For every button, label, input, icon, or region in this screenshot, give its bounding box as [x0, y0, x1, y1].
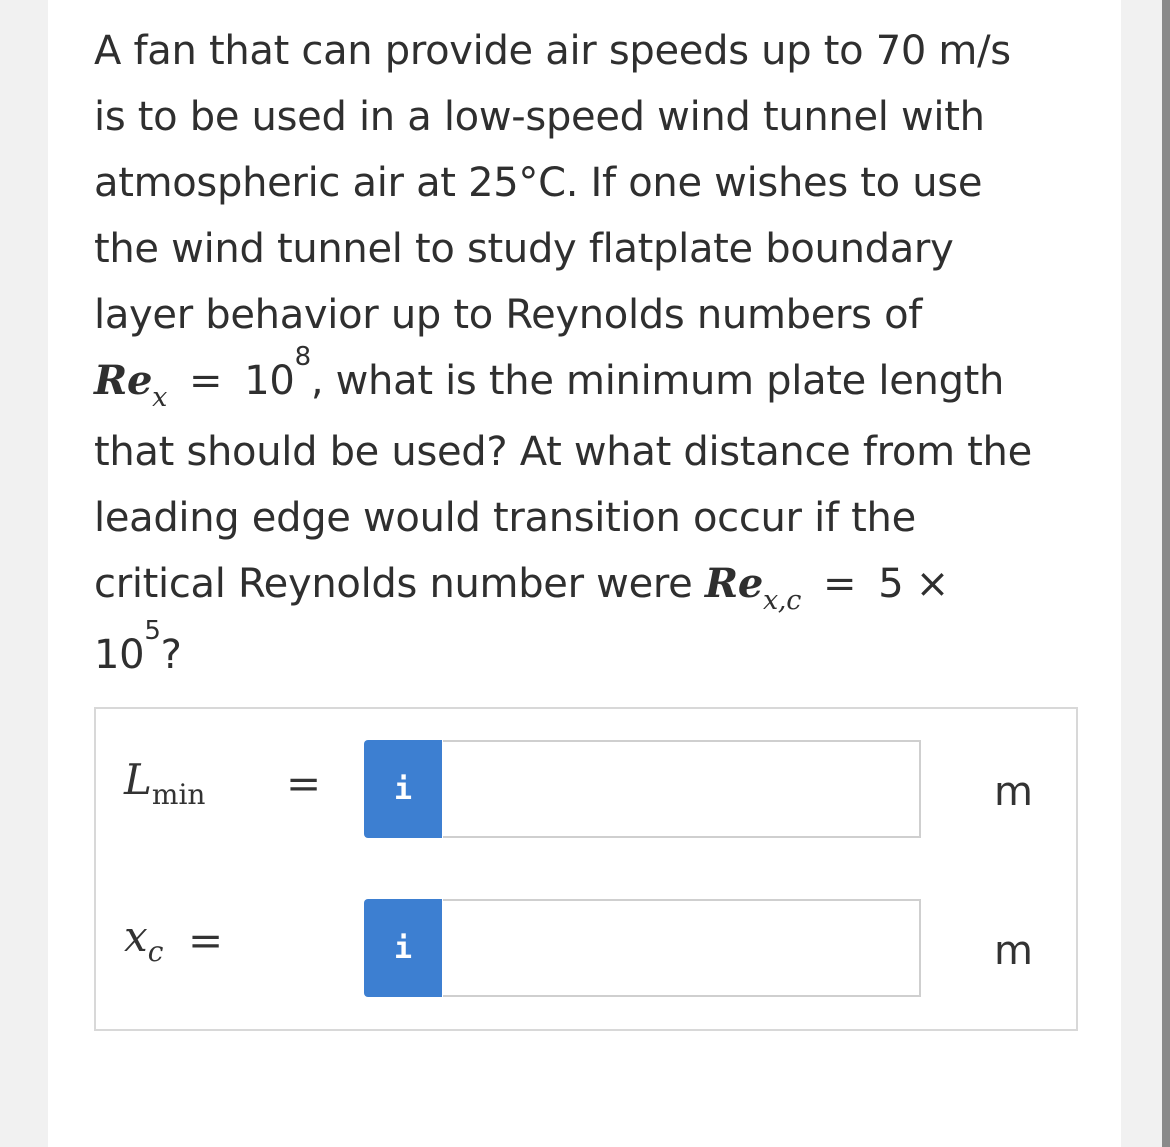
unit-label: m [994, 928, 1033, 974]
question-line: atmospheric air at 25°C. If one wishes to use [94, 160, 983, 206]
question-line: leading edge would transition occur if the [94, 495, 916, 541]
answer-row-lmin [96, 709, 1076, 815]
question-text [94, 18, 1084, 688]
answer-box [94, 707, 1078, 1031]
answer-equals: = [188, 916, 224, 965]
question-line: layer behavior up to Reynolds numbers of [94, 292, 923, 338]
answer-label [124, 912, 164, 968]
rec-value-start: 5 × [878, 561, 950, 607]
question-line-critical [94, 551, 1084, 622]
re-subscript: x [152, 382, 168, 413]
scroll-edge [1162, 0, 1170, 1147]
question-line: is to be used in a low-speed wind tunnel with [94, 94, 985, 140]
equals-sign: = [823, 561, 857, 607]
rec-value-base: 10 [94, 632, 145, 678]
info-icon[interactable]: i [364, 740, 442, 838]
question-line-rest: , what is the minimum plate length [310, 358, 1005, 404]
answer-row-xc [96, 868, 1076, 974]
question-line-reynolds [94, 342, 1084, 419]
re-symbol: Re [94, 357, 153, 404]
question-mark: ? [160, 632, 182, 678]
answer-subscript: min [151, 778, 206, 811]
answer-variable: x [124, 912, 148, 961]
question-line: A fan that can provide air speeds up to 70 m/s [94, 28, 1011, 74]
question-line: that should be used? At what distance from the [94, 429, 1032, 475]
answer-label [124, 755, 206, 811]
rec-value-exponent: 5 [144, 616, 161, 646]
rec-symbol: Re [704, 560, 763, 607]
info-icon[interactable]: i [364, 899, 442, 997]
equals-sign: = [189, 358, 223, 404]
re-value-exponent: 8 [294, 342, 311, 372]
unit-label: m [994, 769, 1033, 815]
re-value-base: 10 [244, 358, 295, 404]
lmin-input[interactable] [443, 740, 921, 838]
rec-subscript: x,c [762, 585, 802, 616]
question-line: the wind tunnel to study flatplate boundary [94, 226, 954, 272]
answer-equals: = [286, 759, 322, 808]
answer-subscript: c [147, 935, 164, 968]
question-line-critical-end [94, 616, 1084, 688]
answer-variable: L [124, 755, 152, 804]
question-page [48, 0, 1121, 1147]
xc-input[interactable] [443, 899, 921, 997]
critical-text: critical Reynolds number were [94, 561, 705, 607]
